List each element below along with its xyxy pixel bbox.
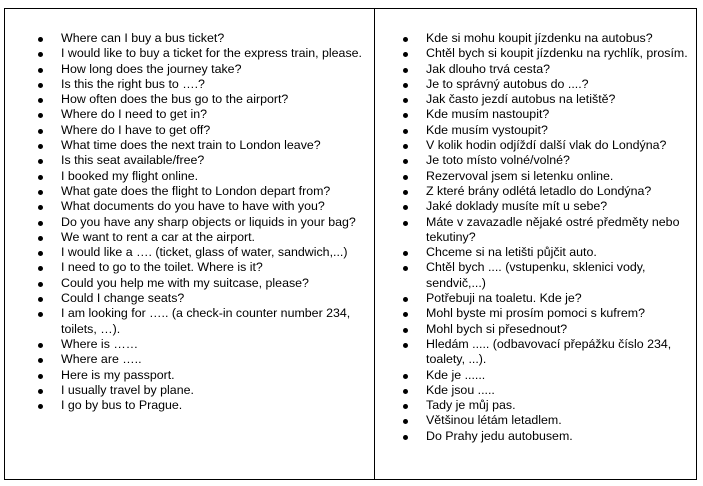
bullet-icon [403, 190, 408, 195]
bullet-icon [403, 419, 408, 424]
english-phrase-item [5, 337, 365, 352]
czech-phrase-item [375, 260, 693, 291]
czech-phrase-item [375, 337, 693, 368]
english-column [5, 9, 375, 479]
phrase-text: We want to rent a car at the airport. [61, 229, 255, 244]
english-phrase-item [5, 31, 365, 46]
bullet-icon [403, 52, 408, 57]
phrase-text: I am looking for ….. (a check-in counter number 234, toilets, …). [61, 306, 351, 336]
bullet-icon [403, 144, 408, 149]
czech-phrase-item [375, 368, 693, 383]
english-phrase-item [5, 276, 365, 291]
bullet-icon [403, 83, 408, 88]
bullet-icon [38, 282, 43, 287]
english-phrase-item [5, 215, 365, 230]
phrase-text: I booked my flight online. [61, 168, 199, 183]
phrase-text: Kde jsou ..... [426, 382, 495, 397]
phrase-text: Tady je můj pas. [426, 398, 516, 413]
english-phrase-item [5, 92, 365, 107]
bullet-icon [38, 190, 43, 195]
phrase-text: Could I change seats? [61, 291, 185, 306]
phrase-text: I go by bus to Prague. [61, 398, 183, 413]
czech-phrase-item [375, 199, 693, 214]
bullet-icon [38, 68, 43, 73]
phrase-text: Where can I buy a bus ticket? [61, 31, 225, 45]
phrase-text: What time does the next train to London leave? [61, 138, 321, 153]
bullet-icon [403, 374, 408, 379]
phrase-text: V kolik hodin odjíždí další vlak do Londýna? [426, 138, 667, 153]
bullet-icon [403, 404, 408, 409]
czech-phrase-item [375, 383, 693, 398]
phrase-text: Kde musím nastoupit? [426, 107, 550, 122]
english-phrase-item [5, 77, 365, 92]
czech-phrase-item [375, 398, 693, 413]
phrase-text: Kde musím vystoupit? [426, 122, 548, 137]
phrase-text: Where are ….. [61, 352, 142, 367]
english-phrase-item [5, 123, 365, 138]
bullet-icon [38, 297, 43, 302]
czech-phrase-item [375, 215, 693, 246]
phrase-text: Where do I need to get in? [61, 107, 208, 122]
phrase-text: Je to správný autobus do ....? [426, 76, 589, 91]
phrase-text: I need to go to the toilet. Where is it? [61, 260, 263, 275]
english-phrase-item [5, 306, 365, 337]
english-phrase-item [5, 138, 365, 153]
phrase-text: Where do I have to get off? [61, 122, 211, 137]
phrase-text: Mohl bych si přesednout? [426, 321, 568, 336]
english-phrase-item [5, 199, 365, 214]
phrase-text: Could you help me with my suitcase, please? [61, 275, 309, 290]
bullet-icon [403, 251, 408, 256]
phrase-text: Jaké doklady musíte mít u sebe? [426, 199, 608, 214]
bullet-icon [38, 113, 43, 118]
bullet-icon [38, 221, 43, 226]
czech-phrase-item [375, 46, 693, 61]
czech-phrase-item [375, 429, 693, 444]
czech-phrase-item [375, 92, 693, 107]
bullet-icon [38, 374, 43, 379]
bullet-icon [38, 98, 43, 103]
phrase-text: Potřebuji na toaletu. Kde je? [426, 291, 582, 306]
bullet-icon [38, 52, 43, 57]
bullet-icon [403, 129, 408, 134]
bullet-icon [403, 98, 408, 103]
bullet-icon [403, 37, 408, 42]
phrase-text: What gate does the flight to London depart from? [61, 183, 331, 198]
english-phrase-item [5, 62, 365, 77]
phrase-text: How long does the journey take? [61, 61, 242, 76]
bullet-icon [38, 358, 43, 363]
phrase-text: Chceme si na letišti půjčit auto. [426, 245, 597, 260]
bullet-icon [403, 205, 408, 210]
bullet-icon [403, 389, 408, 394]
phrase-text: What documents do you have to have with you? [61, 199, 325, 214]
phrase-text: Is this the right bus to ….? [61, 76, 205, 91]
phrase-text: Jak dlouho trvá cesta? [426, 61, 550, 76]
bullet-icon [403, 159, 408, 164]
english-phrase-item [5, 398, 365, 413]
czech-phrase-item [375, 291, 693, 306]
english-phrase-item [5, 245, 365, 260]
czech-phrase-item [375, 107, 693, 122]
czech-phrase-item [375, 322, 693, 337]
czech-phrase-item [375, 306, 693, 321]
phrase-table [4, 8, 697, 480]
english-phrase-item [5, 184, 365, 199]
phrase-text: I would like a …. (ticket, glass of water, sandwich,...) [61, 245, 348, 260]
bullet-icon [403, 312, 408, 317]
english-phrase-item [5, 153, 365, 168]
phrase-text: I would like to buy a ticket for the express train, please. [61, 46, 362, 61]
czech-phrase-item [375, 138, 693, 153]
bullet-icon [38, 37, 43, 42]
czech-phrase-item [375, 153, 693, 168]
czech-phrase-item [375, 245, 693, 260]
phrase-text: Is this seat available/free? [61, 153, 205, 168]
phrase-text: Do Prahy jedu autobusem. [426, 428, 573, 443]
bullet-icon [403, 266, 408, 271]
phrase-text: Do you have any sharp objects or liquids in your bag? [61, 214, 356, 229]
phrase-text: How often does the bus go to the airport? [61, 92, 289, 107]
english-phrase-item [5, 368, 365, 383]
czech-phrase-item [375, 169, 693, 184]
bullet-icon [38, 144, 43, 149]
english-phrase-item [5, 352, 365, 367]
czech-phrase-list [375, 31, 693, 444]
phrase-text: Z které brány odlétá letadlo do Londýna? [426, 183, 652, 198]
bullet-icon [403, 435, 408, 440]
bullet-icon [38, 83, 43, 88]
phrase-text: I usually travel by plane. [61, 382, 194, 397]
bullet-icon [403, 297, 408, 302]
phrase-text: Chtěl bych si koupit jízdenku na rychlík, prosím. [426, 46, 688, 61]
bullet-icon [38, 266, 43, 271]
czech-phrase-item [375, 31, 693, 46]
bullet-icon [403, 113, 408, 118]
phrase-text: Hledám ..... (odbavovací přepážku číslo 234, toalety, ...). [426, 336, 672, 367]
phrase-text: Jak často jezdí autobus na letiště? [426, 92, 616, 107]
czech-phrase-item [375, 77, 693, 92]
bullet-icon [403, 175, 408, 180]
czech-column [375, 9, 696, 479]
bullet-icon [38, 236, 43, 241]
bullet-icon [403, 328, 408, 333]
phrase-text: Rezervoval jsem si letenku online. [426, 168, 614, 183]
phrase-text: Máte v zavazadle nějaké ostré předměty nebo tekutiny? [426, 214, 680, 244]
phrase-text: Kde je ...... [426, 367, 486, 382]
phrase-text: Mohl byste mi prosím pomoci s kufrem? [426, 306, 645, 321]
czech-phrase-item [375, 413, 693, 428]
bullet-icon [38, 404, 43, 409]
english-phrase-item [5, 260, 365, 275]
bullet-icon [403, 221, 408, 226]
czech-phrase-item [375, 184, 693, 199]
czech-phrase-item [375, 123, 693, 138]
bullet-icon [38, 343, 43, 348]
english-phrase-item [5, 291, 365, 306]
bullet-icon [38, 129, 43, 134]
english-phrase-item [5, 169, 365, 184]
english-phrase-item [5, 383, 365, 398]
english-phrase-item [5, 230, 365, 245]
bullet-icon [38, 389, 43, 394]
phrase-text: Většinou létám letadlem. [426, 413, 562, 428]
phrase-text: Where is …… [61, 336, 139, 351]
english-phrase-list [5, 31, 365, 413]
phrase-text: Chtěl bych .... (vstupenku, sklenici vody, sendvič,...) [426, 260, 646, 290]
bullet-icon [38, 205, 43, 210]
phrase-text: Kde si mohu koupit jízdenku na autobus? [426, 31, 653, 45]
english-phrase-item [5, 46, 365, 61]
bullet-icon [38, 251, 43, 256]
bullet-icon [403, 343, 408, 348]
english-phrase-item [5, 107, 365, 122]
phrase-text: Je toto místo volné/volné? [426, 153, 570, 168]
czech-phrase-item [375, 62, 693, 77]
bullet-icon [38, 175, 43, 180]
bullet-icon [38, 159, 43, 164]
bullet-icon [38, 312, 43, 317]
bullet-icon [403, 68, 408, 73]
phrase-text: Here is my passport. [61, 367, 175, 382]
